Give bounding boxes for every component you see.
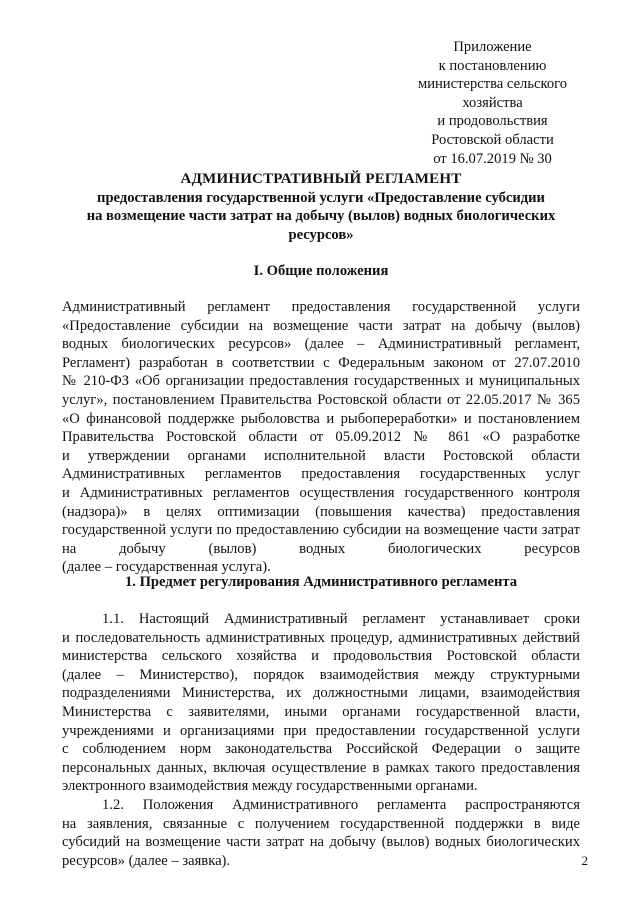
approval-line: Ростовской области bbox=[431, 131, 554, 148]
title-main: АДМИНИСТРАТИВНЫЙ РЕГЛАМЕНТ bbox=[180, 171, 462, 187]
text-line: Министерства с заявителями, иными органами государственной власти, bbox=[62, 703, 580, 720]
text-line: Административных регламентов предоставления государственных услуг bbox=[62, 466, 580, 483]
paragraph-1-1 bbox=[62, 610, 580, 796]
text-line: Правительства Ростовской области от 05.09.2012 № 861 «О разработке bbox=[62, 429, 580, 446]
title-line: на возмещение части затрат на добычу (вылов) водных биологических bbox=[86, 208, 556, 225]
text-line: государственной услуги по предоставлению субсидии на возмещение части затрат bbox=[62, 522, 580, 539]
text-line: на заявления, связанные с получением государственной поддержки в виде bbox=[62, 815, 580, 832]
text-line: Административный регламент предоставления государственной услуги bbox=[62, 299, 580, 315]
general-provisions-paragraph bbox=[62, 298, 580, 577]
text-line: «О финансовой поддержке рыболовства и рыбопереработки» и постановлением bbox=[62, 410, 580, 427]
document-title bbox=[62, 170, 580, 244]
text-line: и Административных регламентов осуществления государственного контроля bbox=[62, 484, 580, 501]
text-line: «Предоставление субсидии на возмещение части затрат на добычу (вылов) bbox=[62, 317, 580, 334]
text-line: 1.1. Настоящий Административный регламент устанавливает сроки bbox=[102, 611, 580, 627]
approval-line: хозяйства bbox=[462, 94, 523, 111]
text-line: учреждениями и организациями при предоставлении государственной услуги bbox=[62, 722, 580, 739]
text-line: персональных данных, включая осуществление в рамках такого предоставления bbox=[62, 759, 580, 776]
text-line: (далее – государственная услуга). bbox=[62, 559, 271, 576]
text-line: на добычу (вылов) водных биологических ресурсов bbox=[62, 540, 580, 557]
text-line: министерства сельского хозяйства и продовольствия Ростовской области bbox=[62, 648, 580, 665]
approval-line: и продовольствия bbox=[437, 113, 548, 130]
text-line: услуг», постановлением Правительства Ростовской области от 22.05.2017 № 365 bbox=[62, 391, 580, 408]
text-line: 1.2. Положения Административного регламента распространяются bbox=[102, 797, 580, 813]
text-line: (далее – Министерство), порядок взаимодействия между структурными bbox=[62, 666, 580, 683]
text-line: субсидий на возмещение части затрат на добычу (вылов) водных биологических bbox=[62, 834, 580, 851]
subsection-heading: 1. Предмет регулирования Административного регламента bbox=[124, 574, 518, 590]
text-line: с соблюдением норм законодательства Российской Федерации о защите bbox=[62, 741, 580, 758]
text-line: и утверждении органами исполнительной власти Ростовской области bbox=[62, 447, 580, 464]
title-line: ресурсов» bbox=[288, 226, 354, 243]
text-line: и последовательность административных процедур, административных действий bbox=[62, 629, 580, 646]
text-line: водных биологических ресурсов» (далее – Административный регламент, bbox=[62, 336, 580, 353]
approval-line: Приложение bbox=[453, 39, 532, 55]
approval-line: министерства сельского bbox=[417, 76, 568, 93]
page-number: 2 bbox=[581, 853, 588, 868]
text-line: электронного взаимодействия между государственными органами. bbox=[62, 778, 478, 795]
text-line: ресурсов» (далее – заявка). bbox=[62, 852, 231, 869]
approval-line: к постановлению bbox=[438, 57, 547, 74]
text-line: (надзора)» в целях оптимизации (повышения качества) предоставления bbox=[62, 503, 580, 520]
text-line: подразделениями Министерства, их должностными лицами, взаимодействия bbox=[62, 685, 580, 702]
text-line: № 210-ФЗ «Об организации предоставления государственных и муниципальных bbox=[62, 373, 580, 390]
title-line: предоставления государственной услуги «Предоставление субсидии bbox=[97, 189, 545, 206]
approval-line: от 16.07.2019 № 30 bbox=[433, 150, 552, 167]
approval-block bbox=[405, 38, 580, 168]
paragraph-1-2 bbox=[62, 796, 580, 870]
section-heading: I. Общие положения bbox=[253, 263, 389, 279]
text-line: Регламент) разработан в соответствии с Федеральным законом от 27.07.2010 bbox=[62, 354, 580, 371]
